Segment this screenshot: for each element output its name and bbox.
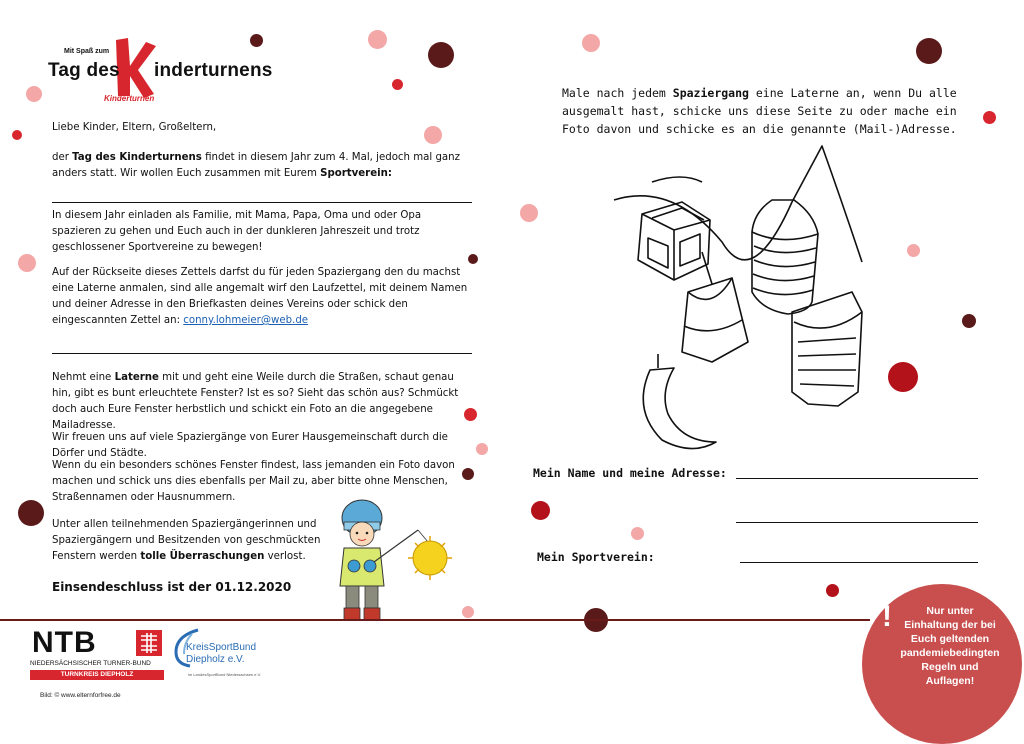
logo-title-part2: inderturnens: [154, 60, 273, 81]
badge-text: Nur unter Einhaltung der bei Euch geltenden pandemiebedingten Regeln und Auflagen!: [900, 605, 1000, 687]
club-name-line: [52, 202, 472, 203]
photo-paragraph: Wenn du ein besonders schönes Fenster findest, lass jemanden ein Foto davon machen und schick uns dies ebenfalls per Mail zu, aber bitte ohne Menschen, Straßennamen oder Hausnummern.: [52, 460, 455, 503]
ksb-line2: Diepholz e.V.: [186, 654, 245, 665]
walks-paragraph: Wir freuen uns auf viele Spaziergänge von Eurer Hausgemeinschaft durch die Dörfer und Städte.: [52, 432, 448, 459]
dot: [18, 254, 36, 272]
dot: [983, 111, 996, 124]
email-link[interactable]: conny.lohmeier@web.de: [183, 315, 309, 326]
dot: [18, 500, 44, 526]
dot: [888, 362, 918, 392]
sports-club-label: Mein Sportverein:: [537, 550, 655, 564]
ksb-line1: KreisSportBund: [186, 642, 257, 653]
image-credit: Bild: © www.elternforfree.de: [40, 692, 121, 699]
prize-paragraph: Unter allen teilnehmenden Spaziergängerinnen und Spaziergängern und Besitzenden von geschmückten Fenstern werden tolle Überraschungen verlost.: [52, 519, 321, 562]
dot: [26, 86, 42, 102]
dot: [631, 527, 644, 540]
intro-paragraph: der Tag des Kinderturnens findet in diesem Jahr zum 4. Mal, jedoch mal ganz anders statt. Wir wollen Euch zusammen mit Eurem Sportverein:: [52, 152, 460, 179]
name-line-1[interactable]: [736, 478, 978, 479]
footer-divider: [0, 619, 870, 621]
child-lantern-illustration: [322, 496, 482, 630]
logo-subtitle: Kinderturnen: [104, 94, 155, 103]
turnkreis-banner: TURNKREIS DIEPHOLZ: [30, 670, 164, 680]
separator-line: [52, 353, 472, 354]
ntb-text: NTB: [32, 626, 97, 659]
name-address-label: Mein Name und meine Adresse:: [533, 466, 727, 480]
exclamation-icon: !: [882, 600, 892, 633]
ksb-logo: [172, 628, 282, 684]
name-line-2[interactable]: [736, 522, 978, 523]
lantern-paragraph: Nehmt eine Laterne mit und geht eine Weile durch die Straßen, schaut genau hin, gibt es bunt erleuchtete Fenster? Ist es so? Sieht das schön aus? Schmückt doch auch Eure Fenster herbstlich und schickt ein Foto an die angegebene Mailadresse.: [52, 372, 459, 431]
dot: [962, 314, 976, 328]
deadline: Einsendeschluss ist der 01.12.2020: [52, 580, 292, 594]
coloring-instructions: Male nach jedem Spaziergang eine Laterne an, wenn Du alle ausgemalt hast, schicke uns diese Seite zu oder mache ein Foto davon und schicke es an die genannte (Mail-)Adresse.: [562, 86, 957, 136]
dot: [826, 584, 839, 597]
invitation-paragraph: In diesem Jahr einladen als Familie, mit Mama, Papa, Oma und oder Opa spazieren zu gehen und Euch auch in der dunkleren Jahreszeit und trotz geschlossener Sportvereine zu bewegen!: [52, 210, 422, 253]
dot: [907, 244, 920, 257]
turner-cross-icon: [136, 630, 162, 656]
dot: [428, 42, 454, 68]
dot: [392, 79, 403, 90]
dot: [582, 34, 600, 52]
dot: [531, 501, 550, 520]
logo-title-part1: Tag des: [48, 60, 120, 81]
dot: [916, 38, 942, 64]
ksb-small: im LandesSportBund Niedersachsen e.V.: [188, 672, 262, 677]
dot: [368, 30, 387, 49]
event-logo: [44, 36, 284, 106]
ntb-logo: [30, 628, 166, 684]
logo-tagline: Mit Spaß zum: [64, 48, 110, 55]
dot: [476, 443, 488, 455]
greeting: Liebe Kinder, Eltern, Großeltern,: [52, 122, 217, 133]
ntb-full-name: NIEDERSÄCHSISCHER TURNER-BUND: [30, 660, 151, 667]
pandemic-rules-badge: [862, 584, 1022, 744]
dot: [520, 204, 538, 222]
club-line[interactable]: [740, 562, 978, 563]
instructions-paragraph: Auf der Rückseite dieses Zettels darfst du für jeden Spaziergang den du machst eine Laterne anmalen, sind alle angemalt wirf den Laufzettel, mit deinem Namen und deiner Adresse in den Briefkasten deines Vereins oder schick den eingescannten Zettel an: conny.lohmeier@web.de: [52, 267, 468, 326]
dot: [12, 130, 22, 140]
lanterns-drawing: [612, 142, 882, 457]
